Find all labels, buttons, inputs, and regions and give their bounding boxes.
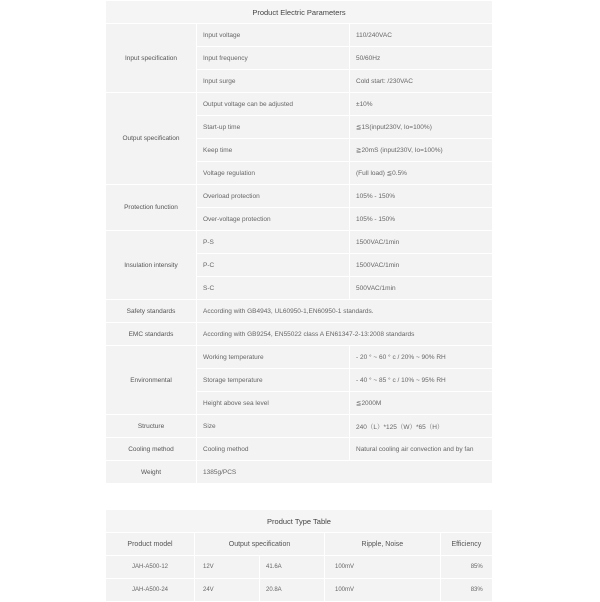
param-output-voltage-adjust: Output voltage can be adjusted: [197, 93, 349, 115]
value-over-voltage-protection: 105% - 150%: [350, 208, 492, 230]
value-s-c: 500VAC/1min: [350, 277, 492, 299]
param-voltage-regulation: Voltage regulation: [197, 162, 349, 184]
param-storage-temperature: Storage temperature: [197, 369, 349, 391]
cell-ripple: 100mV: [325, 579, 440, 601]
param-start-up-time: Start-up time: [197, 116, 349, 138]
value-storage-temperature: - 40 ° ~ 85 ° c / 10% ~ 95% RH: [350, 369, 492, 391]
value-input-frequency: 50/60Hz: [350, 47, 492, 69]
cell-voltage: 24V: [195, 579, 259, 601]
param-keep-time: Keep time: [197, 139, 349, 161]
param-p-c: P-C: [197, 254, 349, 276]
value-overload-protection: 105% - 150%: [350, 185, 492, 207]
value-size: 240（L）*125（W）*65（H）: [350, 415, 492, 437]
category-emc-standards: EMC standards: [106, 323, 196, 345]
cell-model: JAH-A500-12: [106, 556, 194, 578]
value-p-s: 1500VAC/1min: [350, 231, 492, 253]
value-weight: 1385g/PCS: [197, 461, 492, 483]
electric-parameters-title: Product Electric Parameters: [106, 1, 492, 23]
header-output-specification: Output specification: [195, 533, 324, 555]
value-voltage-regulation: (Full load) ≦0.5%: [350, 162, 492, 184]
value-working-temperature: - 20 ° ~ 60 ° c / 20% ~ 90% RH: [350, 346, 492, 368]
param-p-s: P-S: [197, 231, 349, 253]
category-input-specification: Input specification: [106, 24, 196, 92]
param-over-voltage-protection: Over-voltage protection: [197, 208, 349, 230]
product-type-title: Product Type Table: [106, 510, 492, 532]
electric-parameters-table: [105, 0, 493, 484]
value-start-up-time: ≦1S(input230V, Io=100%): [350, 116, 492, 138]
cell-current: 20.8A: [260, 579, 324, 601]
param-height-above-sea-level: Height above sea level: [197, 392, 349, 414]
cell-efficiency: 83%: [441, 579, 492, 601]
value-cooling-method: Natural cooling air convection and by fan: [350, 438, 492, 460]
value-keep-time: ≧20mS (input230V, Io=100%): [350, 139, 492, 161]
category-environmental: Environmental: [106, 346, 196, 414]
param-cooling-method: Cooling method: [197, 438, 349, 460]
value-output-voltage-adjust: ±10%: [350, 93, 492, 115]
cell-efficiency: 85%: [441, 556, 492, 578]
category-insulation-intensity: Insulation intensity: [106, 231, 196, 299]
param-overload-protection: Overload protection: [197, 185, 349, 207]
category-safety-standards: Safety standards: [106, 300, 196, 322]
table-row: [106, 579, 492, 601]
value-emc-standards: According with GB9254, EN55022 class A EN61347-2-13:2008 standards: [197, 323, 492, 345]
header-efficiency: Efficiency: [441, 533, 492, 555]
header-ripple-noise: Ripple, Noise: [325, 533, 440, 555]
param-input-surge: Input surge: [197, 70, 349, 92]
category-cooling-method: Cooling method: [106, 438, 196, 460]
cell-voltage: 12V: [195, 556, 259, 578]
param-input-voltage: Input voltage: [197, 24, 349, 46]
cell-current: 41.6A: [260, 556, 324, 578]
category-protection-function: Protection function: [106, 185, 196, 230]
category-weight: Weight: [106, 461, 196, 483]
param-input-frequency: Input frequency: [197, 47, 349, 69]
value-safety-standards: According with GB4943, UL60950-1,EN60950-1 standards.: [197, 300, 492, 322]
product-type-table: [105, 509, 493, 602]
param-size: Size: [197, 415, 349, 437]
cell-model: JAH-A500-24: [106, 579, 194, 601]
category-output-specification: Output specification: [106, 93, 196, 184]
param-working-temperature: Working temperature: [197, 346, 349, 368]
value-height-above-sea-level: ≦2000M: [350, 392, 492, 414]
table-row: [106, 556, 492, 578]
category-structure: Structure: [106, 415, 196, 437]
cell-ripple: 100mV: [325, 556, 440, 578]
value-p-c: 1500VAC/1min: [350, 254, 492, 276]
header-product-model: Product model: [106, 533, 194, 555]
value-input-surge: Cold start: /230VAC: [350, 70, 492, 92]
value-input-voltage: 110/240VAC: [350, 24, 492, 46]
param-s-c: S-C: [197, 277, 349, 299]
